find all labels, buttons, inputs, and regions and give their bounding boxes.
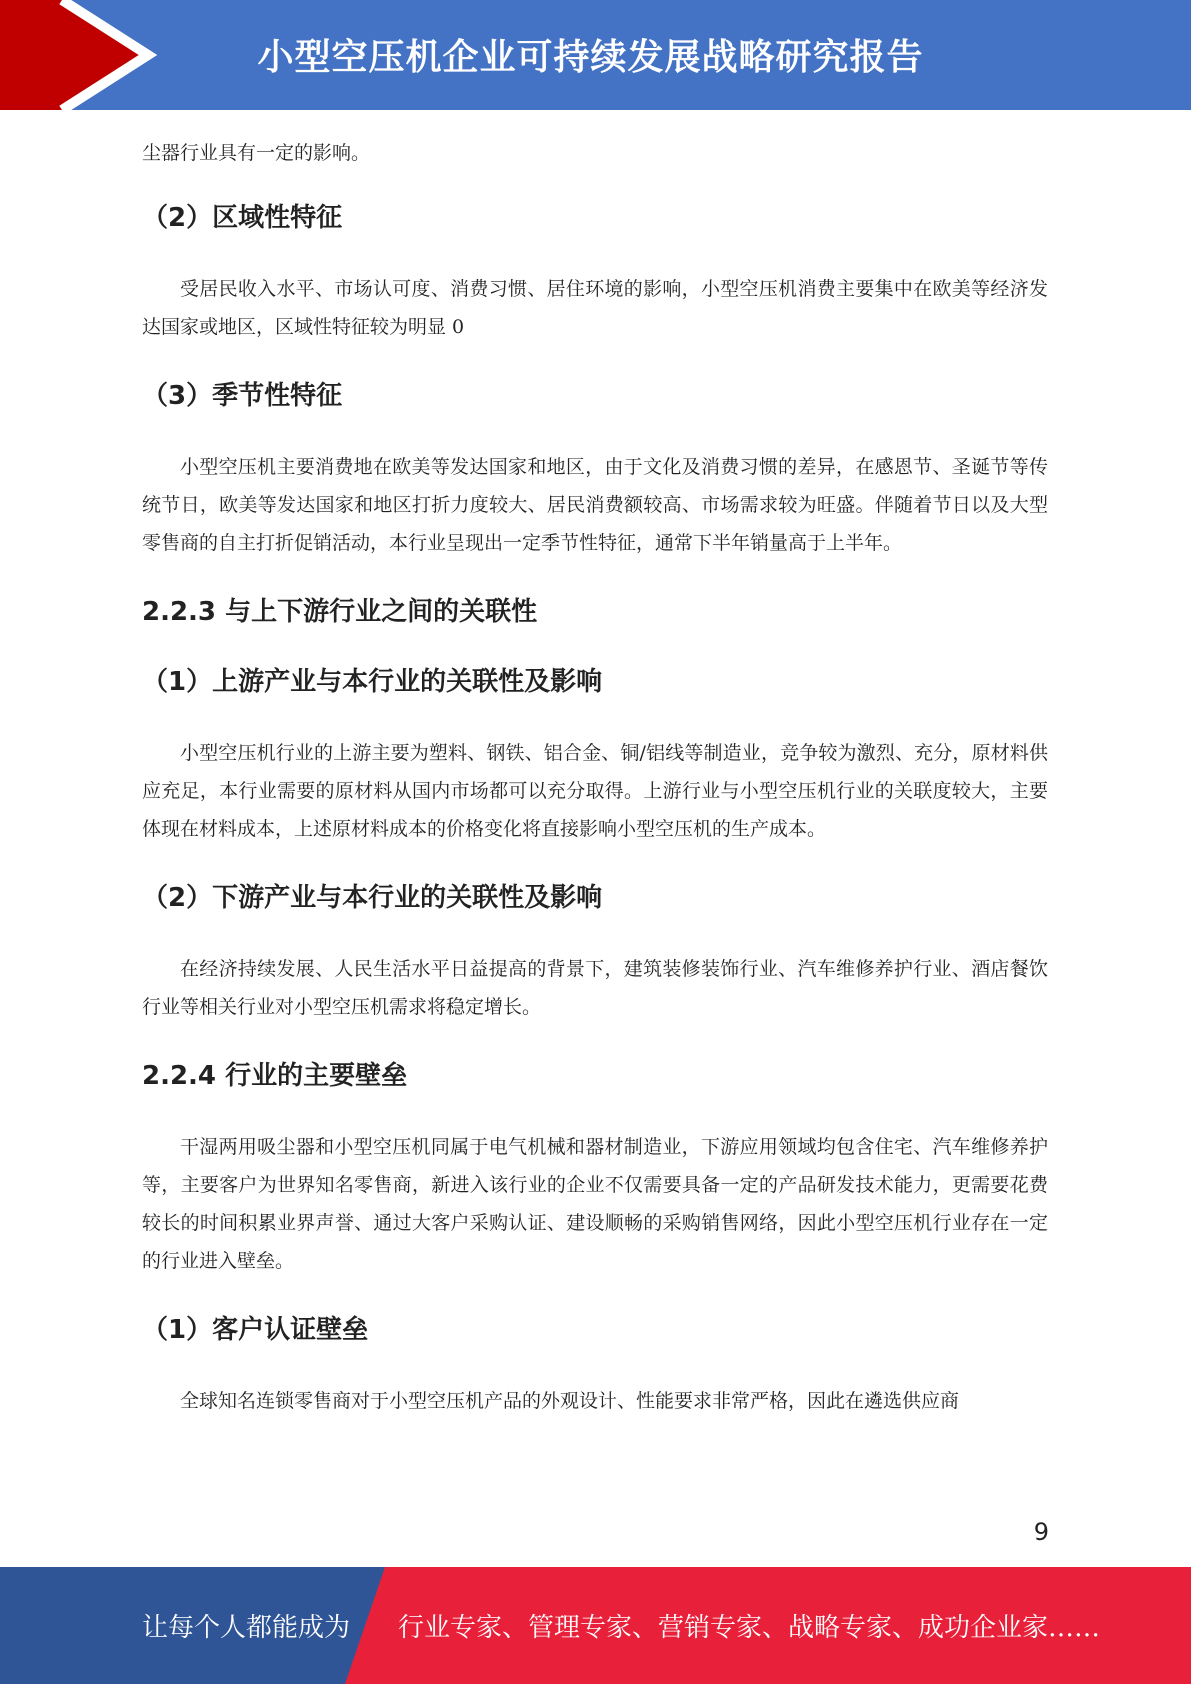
page-footer: [0, 1567, 1191, 1684]
heading-seasonal-features: （3）季节性特征: [142, 381, 343, 411]
section-heading-2-2-4: 2.2.4 行业的主要壁垒: [142, 1061, 408, 1091]
paragraph-barriers: 干湿两用吸尘器和小型空压机同属于电气机械和器材制造业，下游应用领域均包含住宅、汽车维修养护等，主要客户为世界知名零售商，新进入该行业的企业不仅需要具备一定的产品研发技术能力，更需要花费较长的时间积累业界声誉、通过大客户采购认证、建设顺畅的采购销售网络，因此小型空压机行业存在一定的行业进入壁垒。: [142, 1136, 1048, 1272]
paragraph-continuation: 尘器行业具有一定的影响。: [142, 142, 371, 164]
heading-regional-features: （2）区域性特征: [142, 203, 343, 233]
heading-customer-certification: （1）客户认证壁垒: [142, 1315, 369, 1345]
section-heading-2-2-3: 2.2.3 与上下游行业之间的关联性: [142, 597, 538, 627]
paragraph-seasonal: 小型空压机主要消费地在欧美等发达国家和地区，由于文化及消费习惯的差异，在感恩节、圣诞节等传统节日，欧美等发达国家和地区打折力度较大、居民消费额较高、市场需求较为旺盛。伴随着节日以及大型零售商的自主打折促销活动，本行业呈现出一定季节性特征，通常下半年销量高于上半年。: [142, 456, 1048, 554]
footer-slogan-left: 让每个人都能成为: [142, 1613, 351, 1643]
paragraph-regional: 受居民收入水平、市场认可度、消费习惯、居住环境的影响，小型空压机消费主要集中在欧美等经济发达国家或地区，区域性特征较为明显 0: [142, 278, 1048, 338]
paragraph-downstream: 在经济持续发展、人民生活水平日益提高的背景下，建筑装修装饰行业、汽车维修养护行业、酒店餐饮行业等相关行业对小型空压机需求将稳定增长。: [142, 958, 1048, 1018]
page-header: [0, 0, 1191, 110]
heading-downstream: （2）下游产业与本行业的关联性及影响: [142, 883, 603, 913]
page-number: 9: [1033, 1518, 1049, 1546]
heading-upstream: （1）上游产业与本行业的关联性及影响: [142, 667, 603, 697]
report-title: 小型空压机企业可持续发展战略研究报告: [257, 36, 924, 78]
page-body: [142, 134, 1048, 1420]
footer-slogan-right: 行业专家、管理专家、营销专家、战略专家、成功企业家……: [398, 1613, 1101, 1643]
paragraph-customer: 全球知名连锁零售商对于小型空压机产品的外观设计、性能要求非常严格，因此在遴选供应商: [180, 1390, 960, 1412]
paragraph-upstream: 小型空压机行业的上游主要为塑料、钢铁、铝合金、铜/铝线等制造业，竞争较为激烈、充分，原材料供应充足，本行业需要的原材料从国内市场都可以充分取得。上游行业与小型空压机行业的关联度较大，主要体现在材料成本，上述原材料成本的价格变化将直接影响小型空压机的生产成本。: [142, 742, 1048, 840]
